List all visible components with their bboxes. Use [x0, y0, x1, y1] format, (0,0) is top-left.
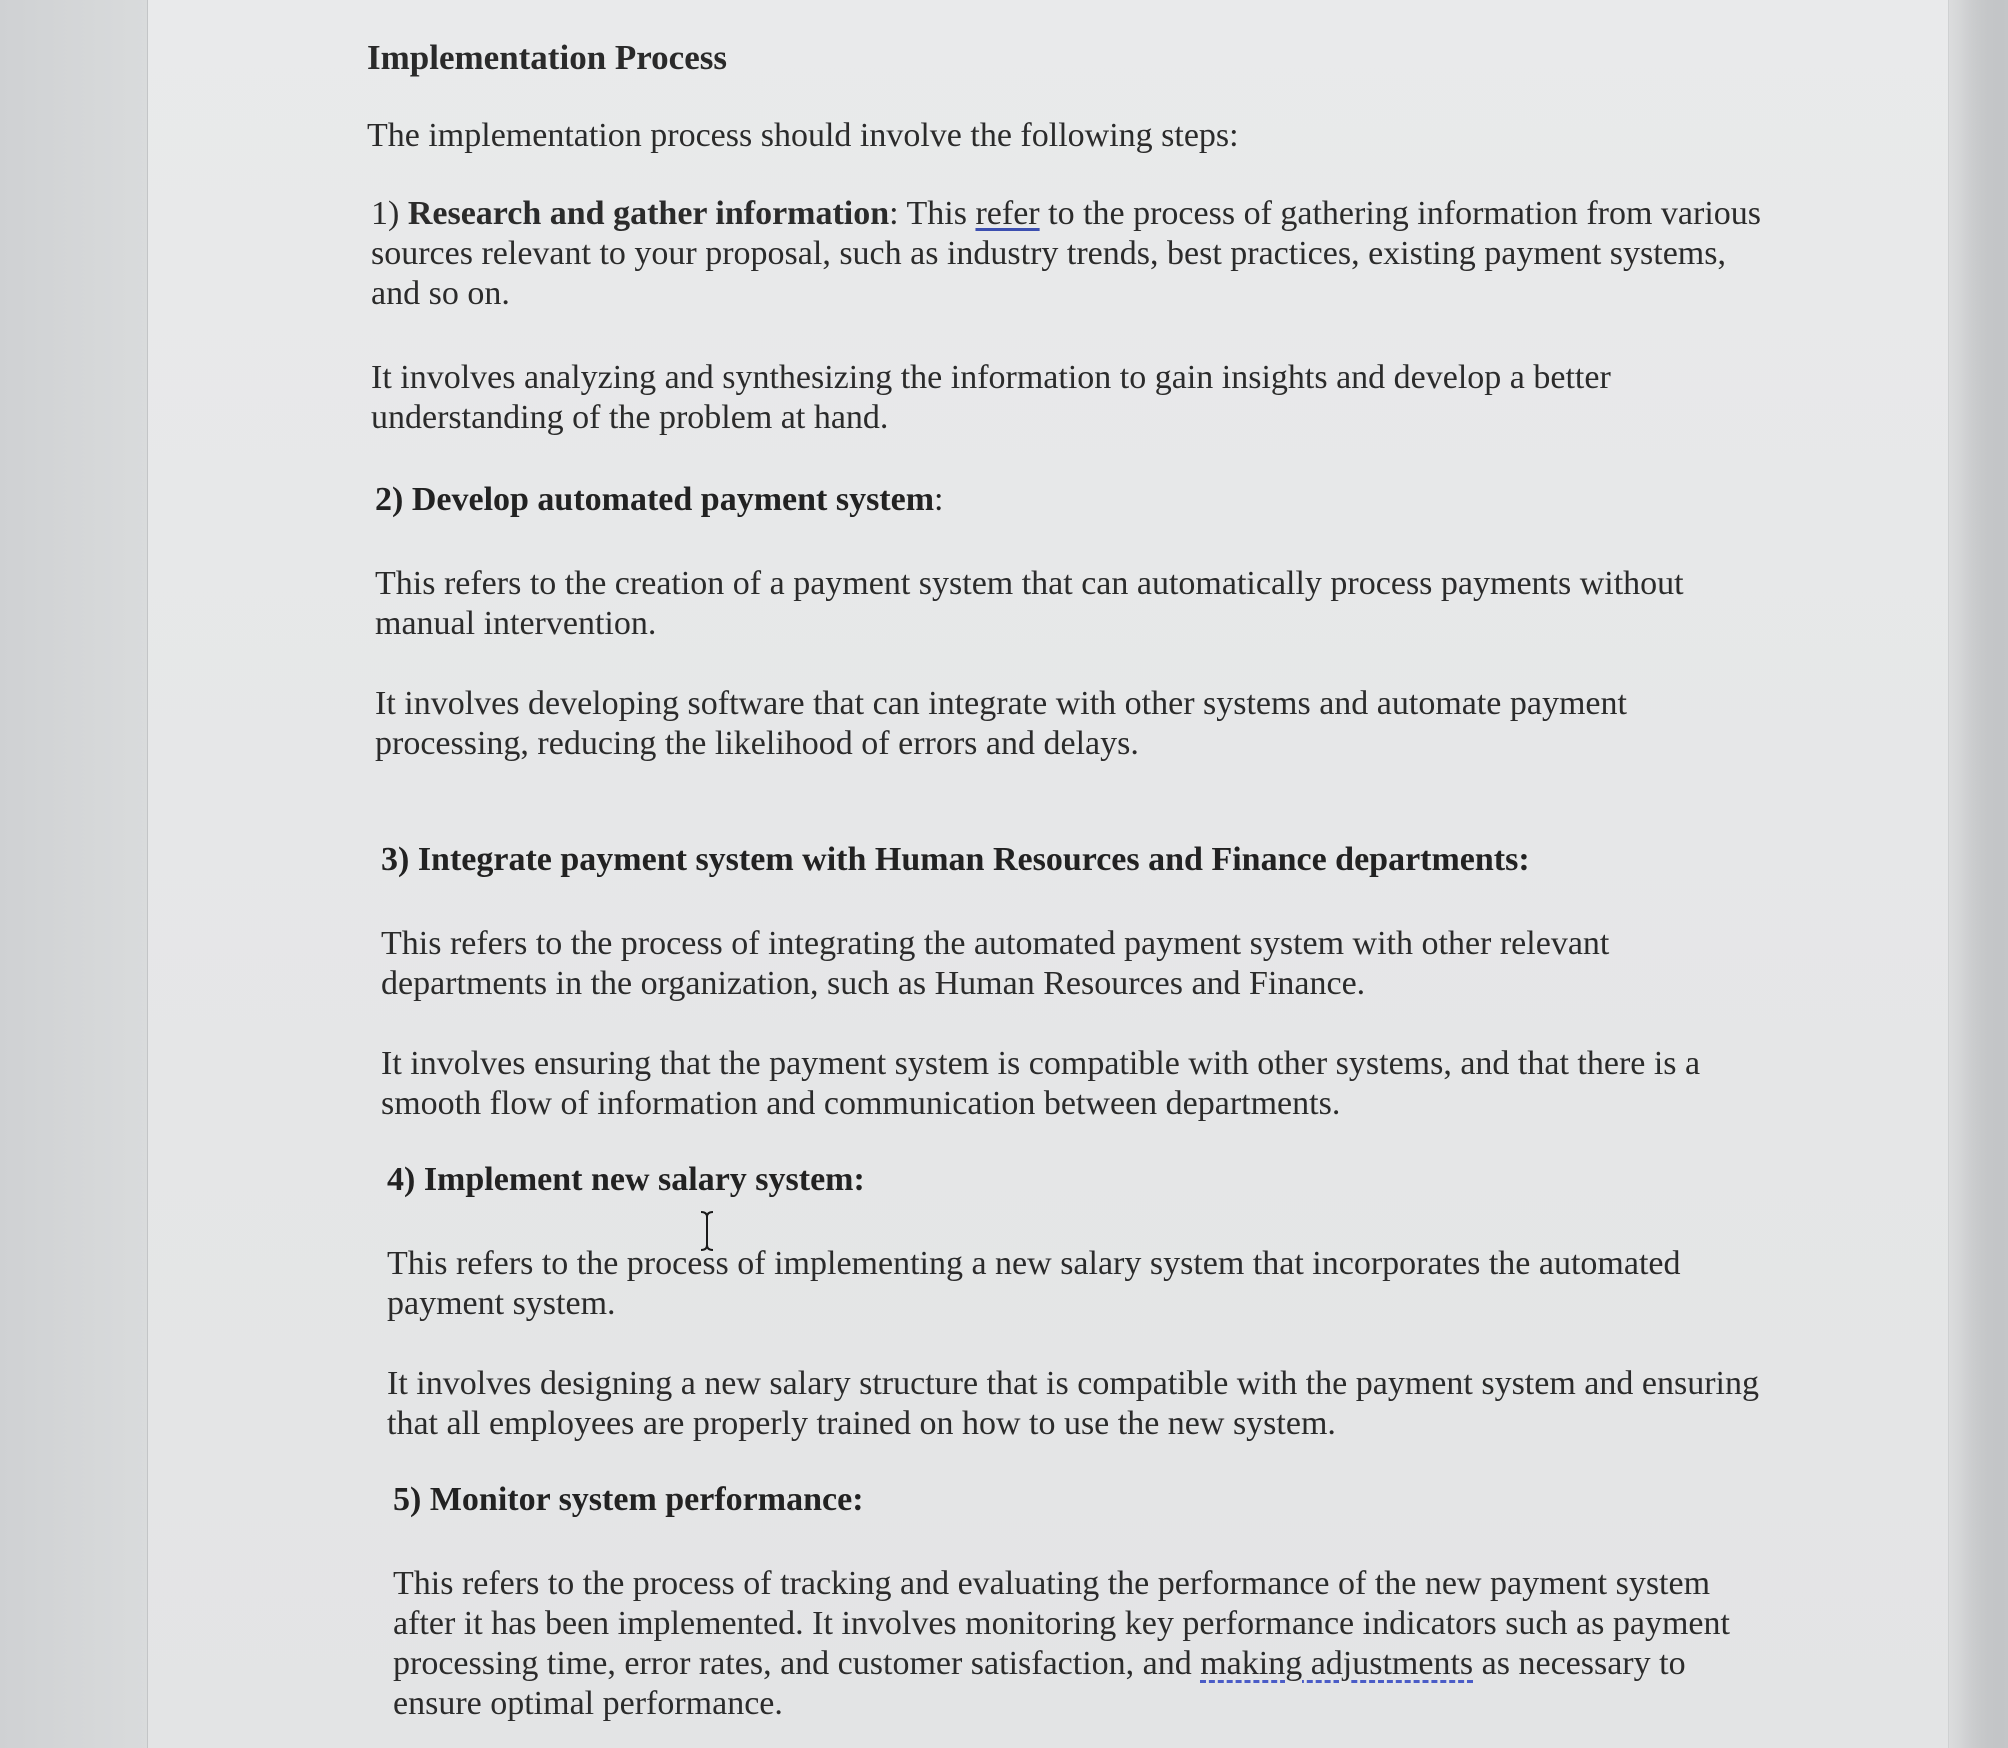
step-3-number: 3): [381, 841, 410, 878]
step-1-paragraph: [371, 194, 1767, 314]
step-4: [387, 1160, 1767, 1444]
step-1: [371, 194, 1767, 438]
step-4-heading-line: [387, 1160, 1767, 1200]
step-1-detail: It involves analyzing and synthesizing the information to gain insights and develop a better understanding of the problem at hand.: [371, 359, 1611, 436]
right-edge-shadow: [1948, 0, 2008, 1748]
step-1-heading-colon: :: [889, 195, 899, 232]
step-2-heading: Develop automated payment system: [411, 481, 935, 518]
step-4-heading: Implement new salary system:: [423, 1161, 865, 1198]
left-margin-area: [0, 0, 148, 1748]
step-1-desc-rest: to the process of gathering information from various sources relevant to your proposal, such as industry trends, best practices, existing payment systems, and so on.: [371, 195, 1761, 312]
step-2-description: This refers to the creation of a payment system that can automatically process payments without manual intervention.: [375, 565, 1684, 642]
step-4-description: This refers to the process of implementing a new salary system that incorporates the automated payment system.: [387, 1245, 1681, 1322]
step-1-flagged-word[interactable]: refer: [975, 195, 1040, 232]
step-1-desc-prefix: This: [898, 195, 976, 232]
step-5-desc-rest: as necessary to ensure optimal performance.: [393, 1645, 1686, 1722]
step-3-heading: Integrate payment system with Human Resources and Finance departments:: [417, 841, 1530, 878]
step-2: [375, 480, 1767, 764]
step-2-heading-line: [375, 480, 1767, 520]
step-1-number: 1): [371, 195, 400, 232]
document-title: Implementation Process: [367, 38, 727, 77]
document-body[interactable]: [367, 28, 1767, 1724]
step-2-number: 2): [375, 481, 404, 518]
step-2-detail: It involves developing software that can integrate with other systems and automate payment processing, reducing the likelihood of errors and delays.: [375, 685, 1627, 762]
step-5-heading-line: [393, 1480, 1767, 1520]
step-3-detail: It involves ensuring that the payment system is compatible with other systems, and that there is a smooth flow of information and communication between departments.: [381, 1045, 1701, 1122]
step-3: [381, 840, 1767, 1124]
step-5: [393, 1480, 1767, 1724]
step-1-heading: Research and gather information: [407, 195, 890, 232]
step-2-heading-colon: :: [934, 481, 944, 518]
step-5-heading: Monitor system performance:: [429, 1481, 864, 1518]
intro-paragraph: The implementation process should involve the following steps:: [367, 117, 1239, 154]
step-3-description: This refers to the process of integrating the automated payment system with other relevant departments in the organization, such as Human Resources and Finance.: [381, 925, 1610, 1002]
text-cursor-icon: [699, 1210, 715, 1252]
step-5-desc-prefix: This refers to the process of tracking and evaluating the performance of the new payment system after it has been implemented. It involves monitoring key performance indicators such as payment processing time, error rates, and customer satisfaction, and: [393, 1565, 1730, 1682]
step-4-number: 4): [387, 1161, 416, 1198]
step-5-number: 5): [393, 1481, 422, 1518]
step-5-description: [393, 1564, 1767, 1724]
step-4-detail: It involves designing a new salary structure that is compatible with the payment system and ensuring that all employees are properly trained on how to use the new system.: [387, 1365, 1759, 1442]
step-3-heading-line: [381, 840, 1767, 880]
step-5-grammar-flagged-phrase[interactable]: making adjustments: [1200, 1645, 1474, 1682]
